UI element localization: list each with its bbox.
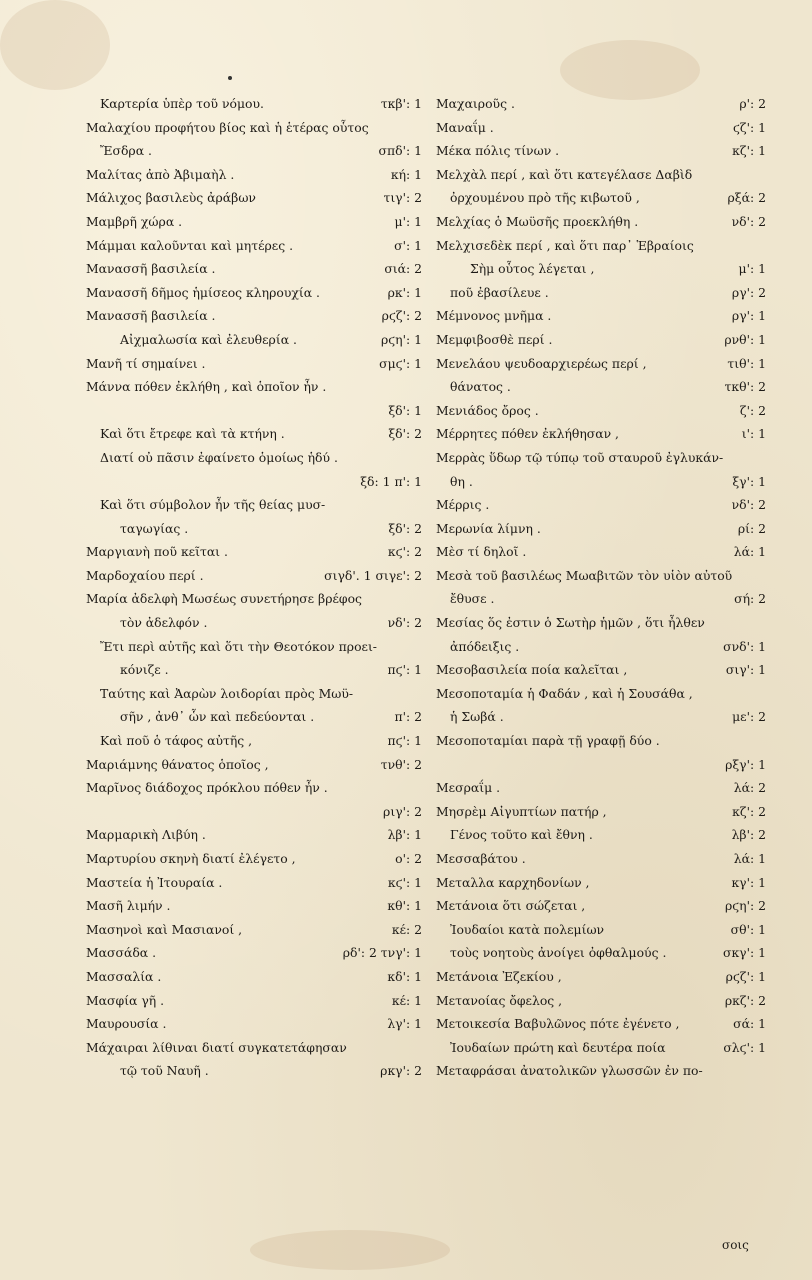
entry-text: Καὶ ὅτι ἔτρεφε καὶ τὰ κτήνη . <box>100 426 285 442</box>
index-entry <box>86 800 422 824</box>
entry-reference: ργ': 2 <box>731 284 766 300</box>
entry-text: Μάμμαι καλοῦνται καὶ μητέρες . <box>86 237 294 253</box>
index-entry <box>436 304 766 328</box>
entry-text: Μαλίτας ἀπὸ Ἀβιμαὴλ . <box>86 166 235 182</box>
index-entry <box>86 965 422 989</box>
index-entry <box>436 375 766 399</box>
entry-text: Μενιάδος ὄρος . <box>436 402 539 418</box>
index-entry <box>86 941 422 965</box>
index-entry <box>86 328 422 352</box>
index-entry <box>436 139 766 163</box>
entry-text: Μεσὰ τοῦ βασιλέως Μωαβιτῶν τὸν υἱὸν αὐτοῦ <box>436 567 733 583</box>
index-entry <box>86 399 422 423</box>
entry-text: ποῦ ἐβασίλευε . <box>450 284 549 300</box>
index-entry <box>86 587 422 611</box>
entry-text: Καὶ ποῦ ὁ τάφος αὐτῆς , <box>100 733 253 749</box>
entry-text: Ἰουδαίων πρώτη καὶ δευτέρα ποία <box>450 1039 666 1055</box>
index-entry <box>86 871 422 895</box>
entry-text: Μετανοίας ὄφελος , <box>436 992 563 1008</box>
entry-reference: σιά: 2 <box>384 261 422 277</box>
entry-reference: σή: 2 <box>734 591 766 607</box>
index-entry <box>436 470 766 494</box>
entry-text: Μαχαιροῦς . <box>436 96 515 111</box>
index-entry <box>86 658 422 682</box>
index-entry <box>436 328 766 352</box>
index-entry <box>436 446 766 470</box>
entry-text: θάνατος . <box>450 379 511 395</box>
entry-text: τὸν ἀδελφόν . <box>120 615 208 631</box>
entry-text: τοὺς νοητοὺς ἀνοίγει ὀφθαλμούς . <box>450 945 667 961</box>
index-entry <box>436 1036 766 1060</box>
entry-text: Μεταφράσαι ἀνατολικῶν γλωσσῶν ἐν πο- <box>436 1063 703 1079</box>
entry-reference: σμϛ': 1 <box>379 355 422 371</box>
entry-text: Μεσίας ὅς ἐστιν ὁ Σωτὴρ ἡμῶν , ὅτι ἦλθεν <box>436 615 705 631</box>
index-entry <box>86 210 422 234</box>
index-entry <box>436 776 766 800</box>
entry-text: Μαμβρῆ χώρα . <box>86 213 183 229</box>
entry-text: Μεσσαβάτου . <box>436 851 526 866</box>
entry-text: Ἔτι περὶ αὐτῆς καὶ ὅτι τὴν Θεοτόκον προει- <box>100 638 377 654</box>
entry-text: Μερωνία λίμνη . <box>436 520 541 536</box>
entry-reference: λβ': 1 <box>387 827 422 843</box>
index-entry <box>436 800 766 824</box>
entry-text: Μεσοποταμία ἡ Φαδάν , καὶ ἡ Σουσάθα , <box>436 685 693 701</box>
index-entry <box>86 116 422 140</box>
entry-reference: νδ': 2 <box>731 213 766 229</box>
index-entry <box>86 989 422 1013</box>
index-entry <box>86 375 422 399</box>
entry-reference: κέ: 2 <box>391 921 422 937</box>
entry-text: Μαρδοχαίου περί . <box>86 567 204 583</box>
entry-text: Μασφία γῆ . <box>86 992 165 1008</box>
entry-text: θη . <box>450 473 473 489</box>
index-entry <box>436 753 766 777</box>
index-entry <box>436 92 766 116</box>
entry-reference: κϛ': 1 <box>387 874 422 890</box>
entry-text: Μενελάου ψευδοαρχιερέως περί , <box>436 355 647 371</box>
index-entry <box>436 941 766 965</box>
entry-reference: ρκζ': 2 <box>724 992 766 1008</box>
entry-text: Μάννα πόθεν ἐκλήθη , καὶ ὁποῖον ἦν . <box>86 379 327 395</box>
index-entry <box>86 234 422 258</box>
entry-text: Διατί οὐ πᾶσιν ἐφαίνετο ὁμοίως ἡδύ . <box>100 449 338 465</box>
ink-dot <box>228 76 232 80</box>
index-entry <box>436 729 766 753</box>
index-entry <box>86 918 422 942</box>
entry-reference: λγ': 1 <box>387 1016 422 1032</box>
entry-reference: ργ': 1 <box>731 308 766 324</box>
index-entry <box>436 682 766 706</box>
entry-reference: ρί: 2 <box>737 520 766 536</box>
entry-text: Μάλιχος βασιλεὺς ἀράβων <box>86 190 256 206</box>
entry-text: κόνιζε . <box>120 662 169 678</box>
entry-reference: σκγ': 1 <box>722 945 766 961</box>
entry-reference: κή: 1 <box>390 166 422 182</box>
entry-text: Σὴμ οὗτος λέγεται , <box>470 261 595 277</box>
entry-reference: ρξά: 2 <box>727 190 766 206</box>
index-entry <box>86 705 422 729</box>
entry-reference: ξγ': 1 <box>732 473 766 489</box>
entry-text: ταγωγίας . <box>120 520 189 536</box>
index-entry <box>436 611 766 635</box>
index-entry <box>86 847 422 871</box>
entry-text: Μέρρητες πόθεν ἐκλήθησαν , <box>436 426 619 442</box>
index-entry <box>436 210 766 234</box>
index-entry <box>436 658 766 682</box>
entry-reference: ξδ': 2 <box>388 520 422 536</box>
entry-text: Μελχὰλ περί , καὶ ὅτι κατεγέλασε Δαβὶδ <box>436 166 693 182</box>
index-entry <box>86 422 422 446</box>
entry-reference: κϛ': 2 <box>387 544 422 560</box>
entry-reference: ι': 1 <box>741 426 766 442</box>
entry-text: ἔθυσε . <box>450 591 495 607</box>
entry-reference: κζ': 2 <box>732 803 766 819</box>
entry-text: Μετοικεσία Βαβυλῶνος πότε ἐγένετο , <box>436 1016 680 1032</box>
entry-reference: ο': 2 <box>395 851 422 866</box>
entry-text: Αἰχμαλωσία καὶ ἐλευθερία . <box>120 331 297 347</box>
entry-text: Μανασσῆ βασιλεία . <box>86 308 216 324</box>
entry-text: ὀρχουμένου πρὸ τῆς κιβωτοῦ , <box>450 190 640 206</box>
index-entry <box>86 186 422 210</box>
entry-reference: κθ': 1 <box>387 898 422 914</box>
index-entry <box>86 281 422 305</box>
index-entry <box>436 163 766 187</box>
index-entry <box>436 422 766 446</box>
index-entry <box>436 540 766 564</box>
index-entry <box>86 352 422 376</box>
index-entry <box>436 587 766 611</box>
entry-reference: σπδ': 1 <box>378 143 422 159</box>
index-entry <box>86 894 422 918</box>
entry-text: Μαρία ἀδελφὴ Μωσέως συνετήρησε βρέφος <box>86 591 362 607</box>
entry-reference: ζ': 2 <box>739 402 766 418</box>
entry-text: Μαρῖνος διάδοχος πρόκλου πόθεν ἦν . <box>86 780 328 796</box>
index-entry <box>86 611 422 635</box>
entry-reference: νδ': 2 <box>387 615 422 631</box>
entry-reference: τνθ': 2 <box>380 756 422 772</box>
entry-text: Ταύτης καὶ Ἀαρὼν λοιδορίαι πρὸς Μωϋ- <box>100 685 354 701</box>
index-entry <box>436 564 766 588</box>
entry-reference: μ': 1 <box>738 261 766 277</box>
index-entry <box>436 352 766 376</box>
entry-text: Μαρτυρίου σκηνὴ διατί ἐλέγετο , <box>86 851 296 866</box>
entry-text: Μαριάμνης θάνατος ὁποῖος , <box>86 756 269 772</box>
entry-text: Μασῆ λιμήν . <box>86 898 171 914</box>
entry-reference: σιγ': 1 <box>725 662 766 678</box>
entry-text: Μασσάδα . <box>86 945 157 961</box>
index-entry <box>436 517 766 541</box>
entry-text: Μεμφιβοσθὲ περί . <box>436 331 553 347</box>
index-entry <box>86 304 422 328</box>
entry-reference: τκβ': 1 <box>380 96 422 111</box>
entry-reference: ρνθ': 1 <box>724 331 766 347</box>
entry-text: Μησρὲμ Αἰγυπτίων πατήρ , <box>436 803 607 819</box>
index-entry <box>436 871 766 895</box>
index-entry <box>86 257 422 281</box>
entry-reference: π': 2 <box>394 709 422 725</box>
entry-reference: λβ': 2 <box>731 827 766 843</box>
entry-reference: σ': 1 <box>394 237 422 253</box>
entry-text: Μαστεία ἡ Ἰτουραία . <box>86 874 223 890</box>
entry-text: Μετάνοια Ἐζεκίου , <box>436 968 562 984</box>
entry-reference: ρϛζ': 2 <box>381 308 422 324</box>
index-entry <box>86 493 422 517</box>
entry-reference: ρδ': 2 τνγ': 1 <box>342 945 422 961</box>
index-entry <box>86 1036 422 1060</box>
index-entry <box>86 139 422 163</box>
entry-reference: κδ': 1 <box>387 968 422 984</box>
paper-stain <box>560 40 700 100</box>
index-entry <box>86 1059 422 1083</box>
entry-text: Καρτερία ὑπὲρ τοῦ νόμου. <box>100 96 264 111</box>
entry-reference: ξδ: 1 π': 1 <box>360 473 422 489</box>
entry-text: Μανασσῆ δῆμος ἡμίσεος κληρουχία . <box>86 284 320 300</box>
index-entry <box>436 823 766 847</box>
entry-reference: τκθ': 2 <box>724 379 766 395</box>
entry-text: Μαυρουσία . <box>86 1016 167 1032</box>
index-column-left <box>86 92 422 1083</box>
index-entry <box>436 918 766 942</box>
index-entry <box>436 493 766 517</box>
entry-text: Μασσαλία . <box>86 968 162 984</box>
entry-text: Μεσοβασιλεία ποία καλεῖται , <box>436 662 628 678</box>
index-entry <box>86 540 422 564</box>
index-entry <box>86 517 422 541</box>
entry-reference: σνδ': 1 <box>723 638 766 654</box>
entry-reference: κγ': 1 <box>731 874 766 890</box>
entry-text: Μάχαιραι λίθιναι διατί συγκατετάφησαν <box>86 1039 347 1055</box>
entry-text: Μερρὰς ὕδωρ τῷ τύπῳ τοῦ σταυροῦ ἐγλυκάν- <box>436 449 724 465</box>
entry-reference: ξδ': 2 <box>388 426 422 442</box>
entry-reference: ρκ': 1 <box>387 284 422 300</box>
entry-text: Μελχίας ὁ Μωϋσῆς προεκλήθη . <box>436 213 639 229</box>
entry-text: Μέμνονος μνῆμα . <box>436 308 552 324</box>
index-entry <box>436 1059 766 1083</box>
entry-text: Μανῆ τί σημαίνει . <box>86 355 206 371</box>
paper-stain <box>250 1230 450 1270</box>
index-entry <box>86 470 422 494</box>
index-entry <box>436 965 766 989</box>
index-entry <box>436 894 766 918</box>
index-entry <box>436 116 766 140</box>
entry-text: Μέκα πόλις τίνων . <box>436 143 560 159</box>
index-entry <box>86 1012 422 1036</box>
index-entry <box>86 776 422 800</box>
entry-reference: ϛζ': 1 <box>732 119 766 135</box>
entry-reference: ρϛη': 1 <box>380 331 422 347</box>
entry-reference: τιγ': 2 <box>383 190 422 206</box>
entry-reference: ρϛη': 2 <box>724 898 766 914</box>
index-entry <box>86 729 422 753</box>
catchword: σοις <box>722 1238 749 1252</box>
entry-reference: νδ': 2 <box>731 497 766 513</box>
entry-text: Μαργιανὴ ποῦ κεῖται . <box>86 544 228 560</box>
entry-reference: με': 2 <box>732 709 766 725</box>
entry-text: ἡ Σωβά . <box>450 709 504 725</box>
index-entry <box>436 257 766 281</box>
entry-reference: ρξγ': 1 <box>725 756 766 772</box>
index-entry <box>436 847 766 871</box>
index-entry <box>436 186 766 210</box>
index-entry <box>436 234 766 258</box>
entry-reference: σιγδ'. 1 σιγε': 2 <box>324 567 422 583</box>
entry-reference: ρ': 2 <box>739 96 766 111</box>
index-entry <box>436 635 766 659</box>
index-entry <box>436 399 766 423</box>
entry-text: Μανασσῆ βασιλεία . <box>86 261 216 277</box>
entry-reference: λά: 2 <box>733 780 766 796</box>
index-column-right <box>436 92 766 1083</box>
entry-reference: πϛ': 1 <box>387 733 422 749</box>
entry-reference: σλϛ': 1 <box>723 1039 766 1055</box>
entry-text: σῆν , ἀνθ᾽ ὧν καὶ πεδεύονται . <box>120 709 315 725</box>
index-entry <box>86 635 422 659</box>
entry-text: Μαρμαρικὴ Λιβύη . <box>86 827 206 843</box>
paper-stain <box>0 0 110 90</box>
index-entry <box>436 1012 766 1036</box>
entry-text: Ἔσδρα . <box>100 143 152 159</box>
entry-text: τῷ τοῦ Ναυῆ . <box>120 1063 209 1079</box>
index-entry <box>86 92 422 116</box>
entry-text: Ἰουδαίοι κατὰ πολεμίων <box>450 921 605 937</box>
index-entry <box>436 281 766 305</box>
index-entry <box>86 682 422 706</box>
entry-reference: λά: 1 <box>733 851 766 866</box>
entry-reference: σθ': 1 <box>730 921 766 937</box>
entry-text: Μαλαχίου προφήτου βίος καὶ ἡ ἑτέρας οὗτος <box>86 119 369 135</box>
entry-reference: κζ': 1 <box>732 143 766 159</box>
entry-text: Μετάνοια ὅτι σώζεται , <box>436 898 586 914</box>
entry-reference: λά: 1 <box>733 544 766 560</box>
index-entry <box>86 753 422 777</box>
entry-text: Μέρρις . <box>436 497 490 513</box>
index-entry <box>86 163 422 187</box>
index-entry <box>86 446 422 470</box>
index-entry <box>436 989 766 1013</box>
entry-reference: ρκγ': 2 <box>380 1063 422 1079</box>
index-entry <box>86 564 422 588</box>
entry-text: Μεσοποταμίαι παρὰ τῇ γραφῇ δύο . <box>436 733 660 749</box>
entry-text: Μεταλλα καρχηδονίων , <box>436 874 590 890</box>
entry-reference: ρϛζ': 1 <box>725 968 766 984</box>
entry-text: Μελχισεδὲκ περί , καὶ ὅτι παρ᾽ Ἑβραίοις <box>436 237 694 253</box>
entry-reference: ριγ': 2 <box>383 803 422 819</box>
entry-text: ἀπόδειξις . <box>450 638 520 654</box>
entry-text: Μεσραΐμ . <box>436 780 501 796</box>
entry-reference: σά: 1 <box>733 1016 766 1032</box>
entry-reference: πϛ': 1 <box>387 662 422 678</box>
entry-text: Καὶ ὅτι σύμβολον ἦν τῆς θείας μυσ- <box>100 497 326 513</box>
index-entry <box>86 823 422 847</box>
entry-text: Μασηνοὶ καὶ Μασιανοί , <box>86 921 243 937</box>
entry-reference: τιθ': 1 <box>727 355 766 371</box>
entry-text: Μαναΐμ . <box>436 119 494 135</box>
index-entry <box>436 705 766 729</box>
entry-reference: μ': 1 <box>394 213 422 229</box>
entry-text: Γένος τοῦτο καὶ ἔθνη . <box>450 827 593 843</box>
entry-reference: ξδ': 1 <box>388 402 422 418</box>
entry-text: Μὲσ τί δηλοῖ . <box>436 544 527 560</box>
entry-reference: κέ: 1 <box>391 992 422 1008</box>
